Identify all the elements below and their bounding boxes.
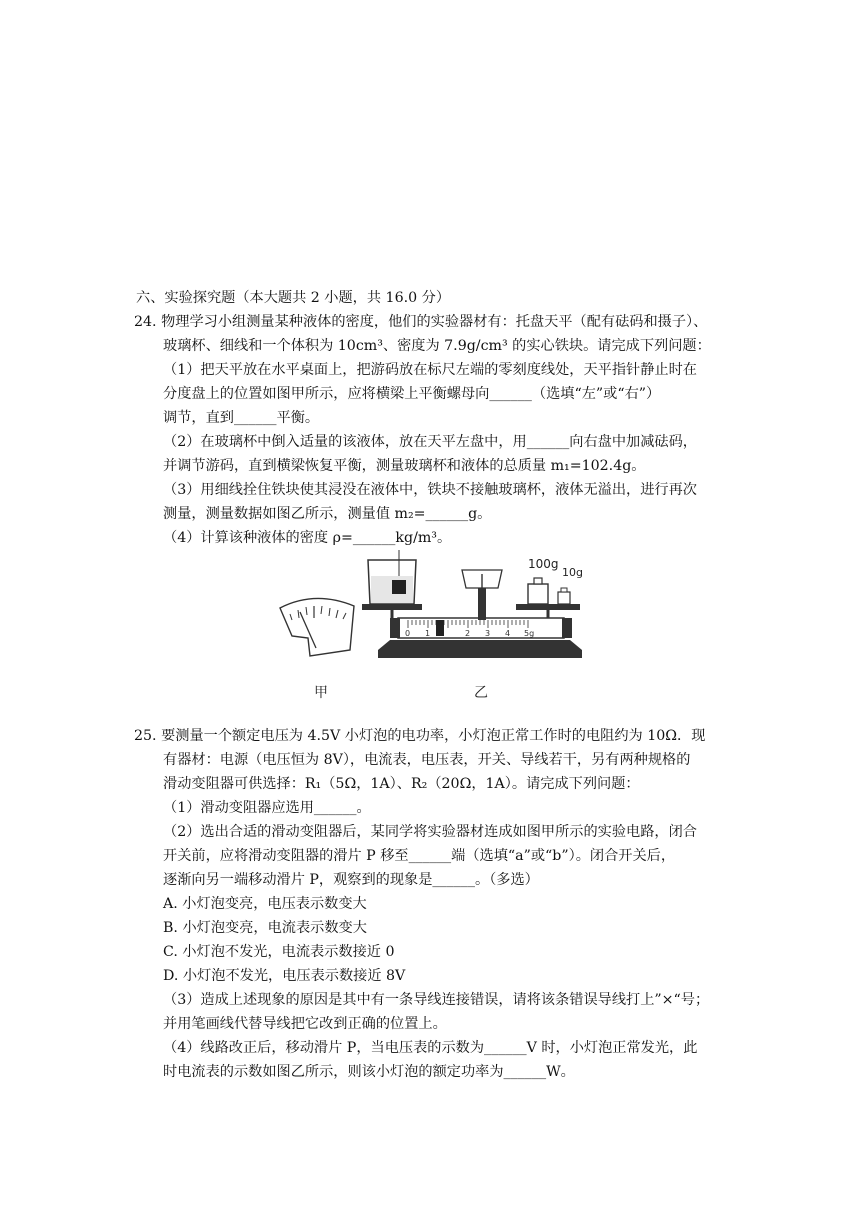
q24-line: 并调节游码，直到横梁恢复平衡，测量玻璃杯和液体的总质量 m₁=102.4g。 (163, 458, 646, 474)
q25-option: B. 小灯泡变亮，电流表示数变大 (163, 920, 367, 936)
weight-small-label: 10g (562, 566, 583, 579)
q25-option: D. 小灯泡不发光，电压表示数接近 8V (163, 968, 406, 984)
rider (436, 620, 444, 636)
q25-line: 有器材：电源（电压恒为 8V），电流表，电压表，开关、导线若干，另有两种规格的 (163, 752, 691, 768)
figure-label-yi: 乙 (474, 685, 488, 701)
q24-line: 测量，测量数据如图乙所示，测量值 m₂=______g。 (163, 506, 492, 522)
q24-line: （4）计算该种液体的密度 ρ=______kg/m³。 (163, 530, 452, 546)
balance (362, 550, 583, 658)
weight-large-label: 100g (528, 557, 559, 571)
q25-option: A. 小灯泡变亮，电压表示数变大 (163, 896, 367, 912)
q25-line: 逐渐向另一端移动滑片 P，观察到的现象是______。（多选） (163, 872, 539, 888)
q25-line: 并用笔画线代替导线把它改到正确的位置上。 (163, 1016, 447, 1032)
q24-line: （1）把天平放在水平桌面上，把游码放在标尺左端的零刻度线处，天平指针静止时在 (163, 362, 697, 378)
scale-tick: 1 (425, 629, 431, 638)
weight-100g (528, 584, 548, 604)
section-heading: 六、实验探究题（本大题共 2 小题，共 16.0 分） (136, 290, 451, 306)
weight-10g (558, 592, 570, 604)
scale-tick: 3 (485, 629, 491, 638)
scale-tick: 2 (465, 629, 471, 638)
q24-line: （3）用细线拴住铁块使其浸没在液体中，铁块不接触玻璃杯，液体无溢出，进行再次 (163, 482, 697, 498)
q25-line: （2）选出合适的滑动变阻器后，某同学将实验器材连成如图甲所示的实验电路，闭合 (163, 824, 697, 840)
q25-option: C. 小灯泡不发光，电流表示数接近 0 (163, 944, 395, 960)
q25-line: 开关前，应将滑动变阻器的滑片 P 移至______端（选填“a”或“b”）。闭合开关后， (163, 848, 676, 864)
scale-tick: 5g (524, 629, 535, 638)
q25-line: （3）造成上述现象的原因是其中有一条导线连接错误，请将该条错误导线打上”×“号； (163, 992, 710, 1008)
scale-tick: 4 (505, 629, 511, 638)
scale-tick: 0 (405, 629, 411, 638)
q25-line: 时电流表的示数如图乙所示，则该小灯泡的额定功率为______W。 (163, 1064, 575, 1080)
figure-label-jia: 甲 (314, 685, 328, 701)
q24-line: 分度盘上的位置如图甲所示，应将横梁上平衡螺母向______（选填“左”或“右”） (163, 386, 661, 402)
iron-block (392, 580, 406, 594)
q25-line: 25. 要测量一个额定电压为 4.5V 小灯泡的电功率，小灯泡正常工作时的电阻约为 10Ω．现 (134, 728, 706, 744)
q24-line: 玻璃杯、细线和一个体积为 10cm³、密度为 7.9g/cm³ 的实心铁块。请完成下列问题： (163, 338, 711, 354)
q25-line: （4）线路改正后，移动滑片 P，当电压表的示数为______V 时，小灯泡正常发光，此 (163, 1040, 698, 1056)
q24-line: 调节，直到______平衡。 (163, 410, 320, 426)
q24-line: （2）在玻璃杯中倒入适量的该液体，放在天平左盘中，用______向右盘中加减砝码， (163, 434, 697, 450)
q25-line: 滑动变阻器可供选择：R₁（5Ω，1A）、R₂（20Ω，1A）。请完成下列问题： (163, 776, 640, 792)
q25-line: （1）滑动变阻器应选用______。 (163, 800, 371, 816)
pointer-dial (280, 598, 354, 656)
q24-line: 24. 物理学习小组测量某种液体的密度，他们的实验器材有：托盘天平（配有砝码和摄子）、 (134, 314, 708, 330)
